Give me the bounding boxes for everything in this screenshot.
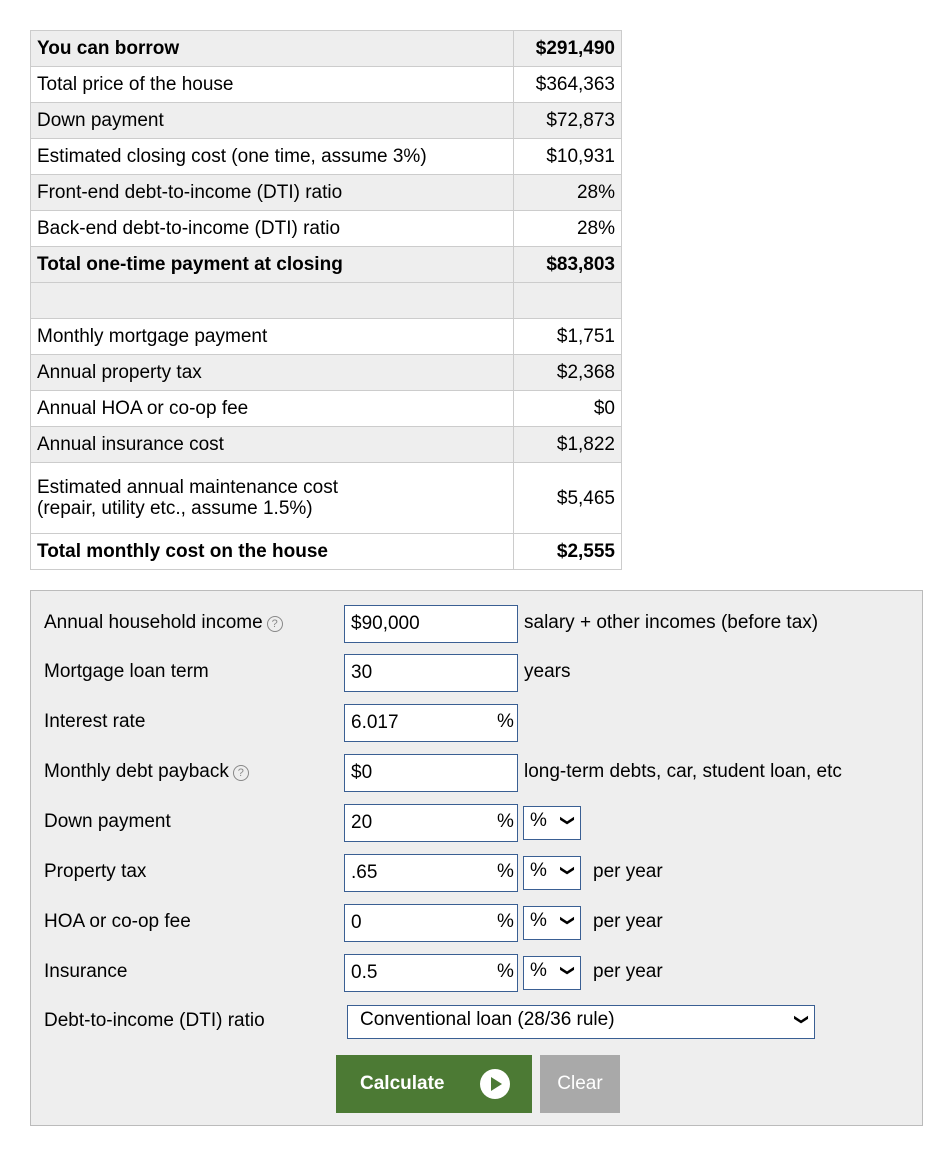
calculator-form (30, 590, 923, 1126)
table-row (31, 31, 622, 67)
debt-row (31, 752, 922, 792)
table-row (31, 319, 622, 355)
income-input[interactable] (344, 605, 518, 643)
loan-term-row (31, 652, 922, 692)
table-row (31, 391, 622, 427)
percent-suffix: % (497, 961, 514, 982)
income-label: Annual household income ? (44, 612, 283, 634)
table-row (31, 211, 622, 247)
debt-note: long-term debts, car, student loan, etc (524, 761, 842, 782)
interest-rate-input[interactable] (344, 704, 518, 742)
row-label: Total price of the house (31, 67, 514, 103)
row-value: $0 (514, 391, 622, 427)
row-label: Total monthly cost on the house (31, 534, 514, 570)
loan-term-input[interactable] (344, 654, 518, 692)
hoa-label: HOA or co-op fee (44, 911, 191, 932)
percent-suffix: % (497, 861, 514, 882)
insurance-note: per year (593, 961, 663, 982)
row-value: $83,803 (514, 247, 622, 283)
table-row (31, 463, 622, 534)
row-label: Annual HOA or co-op fee (31, 391, 514, 427)
play-icon (480, 1069, 510, 1099)
row-value: 28% (514, 211, 622, 247)
loan-term-unit: years (524, 661, 571, 682)
table-row (31, 534, 622, 570)
table-row (31, 355, 622, 391)
table-row (31, 139, 622, 175)
row-label: Front-end debt-to-income (DTI) ratio (31, 175, 514, 211)
property-tax-unit-select[interactable]: % ❯ (523, 856, 581, 890)
row-value: $291,490 (514, 31, 622, 67)
hoa-note: per year (593, 911, 663, 932)
hoa-input[interactable] (344, 904, 518, 942)
debt-label: Monthly debt payback ? (44, 761, 249, 783)
loan-term-label: Mortgage loan term (44, 661, 209, 682)
down-payment-row (31, 802, 922, 842)
dti-select[interactable]: Conventional loan (28/36 rule) ❯ (347, 1005, 815, 1039)
income-note: salary + other incomes (before tax) (524, 612, 819, 633)
property-tax-note: per year (593, 861, 663, 882)
table-spacer-row (31, 283, 622, 319)
property-tax-row (31, 852, 922, 892)
chevron-down-icon: ❯ (794, 1013, 811, 1026)
help-icon[interactable]: ? (233, 765, 249, 781)
row-label: Down payment (31, 103, 514, 139)
row-label: Annual insurance cost (31, 427, 514, 463)
row-label: Annual property tax (31, 355, 514, 391)
spacer-cell (31, 283, 514, 319)
row-value: $364,363 (514, 67, 622, 103)
chevron-down-icon: ❯ (560, 964, 577, 977)
insurance-row (31, 952, 922, 992)
debt-input[interactable] (344, 754, 518, 792)
down-payment-unit-select[interactable]: % ❯ (523, 806, 581, 840)
chevron-down-icon: ❯ (560, 914, 577, 927)
hoa-row (31, 902, 922, 942)
row-value: $2,555 (514, 534, 622, 570)
row-label: You can borrow (31, 31, 514, 67)
calculate-button[interactable]: Calculate (336, 1055, 532, 1113)
row-label: Estimated closing cost (one time, assume 3%) (31, 139, 514, 175)
income-row (31, 603, 922, 643)
row-value: $2,368 (514, 355, 622, 391)
hoa-unit-select[interactable]: % ❯ (523, 906, 581, 940)
dti-label: Debt-to-income (DTI) ratio (44, 1010, 265, 1031)
percent-suffix: % (497, 711, 514, 732)
interest-rate-row (31, 702, 922, 742)
table-row (31, 247, 622, 283)
table-row (31, 103, 622, 139)
row-label: Total one-time payment at closing (31, 247, 514, 283)
insurance-input[interactable] (344, 954, 518, 992)
table-row (31, 175, 622, 211)
row-label: Back-end debt-to-income (DTI) ratio (31, 211, 514, 247)
clear-button[interactable]: Clear (540, 1055, 620, 1113)
help-icon[interactable]: ? (267, 616, 283, 632)
dti-row (31, 1001, 922, 1041)
results-table (30, 30, 622, 570)
percent-suffix: % (497, 911, 514, 932)
row-value: 28% (514, 175, 622, 211)
chevron-down-icon: ❯ (560, 814, 577, 827)
table-row (31, 427, 622, 463)
insurance-label: Insurance (44, 961, 128, 982)
row-label: Monthly mortgage payment (31, 319, 514, 355)
row-label-line1: Estimated annual maintenance cost (37, 477, 339, 498)
row-value: $72,873 (514, 103, 622, 139)
spacer-cell (514, 283, 622, 319)
percent-suffix: % (497, 811, 514, 832)
property-tax-input[interactable] (344, 854, 518, 892)
row-value: $5,465 (514, 463, 622, 534)
row-value: $1,751 (514, 319, 622, 355)
row-label (31, 463, 514, 534)
down-payment-label: Down payment (44, 811, 171, 832)
interest-rate-label: Interest rate (44, 711, 146, 732)
row-value: $1,822 (514, 427, 622, 463)
insurance-unit-select[interactable]: % ❯ (523, 956, 581, 990)
table-row (31, 67, 622, 103)
property-tax-label: Property tax (44, 861, 147, 882)
row-label-line2: (repair, utility etc., assume 1.5%) (37, 498, 313, 519)
row-value: $10,931 (514, 139, 622, 175)
chevron-down-icon: ❯ (560, 864, 577, 877)
down-payment-input[interactable] (344, 804, 518, 842)
